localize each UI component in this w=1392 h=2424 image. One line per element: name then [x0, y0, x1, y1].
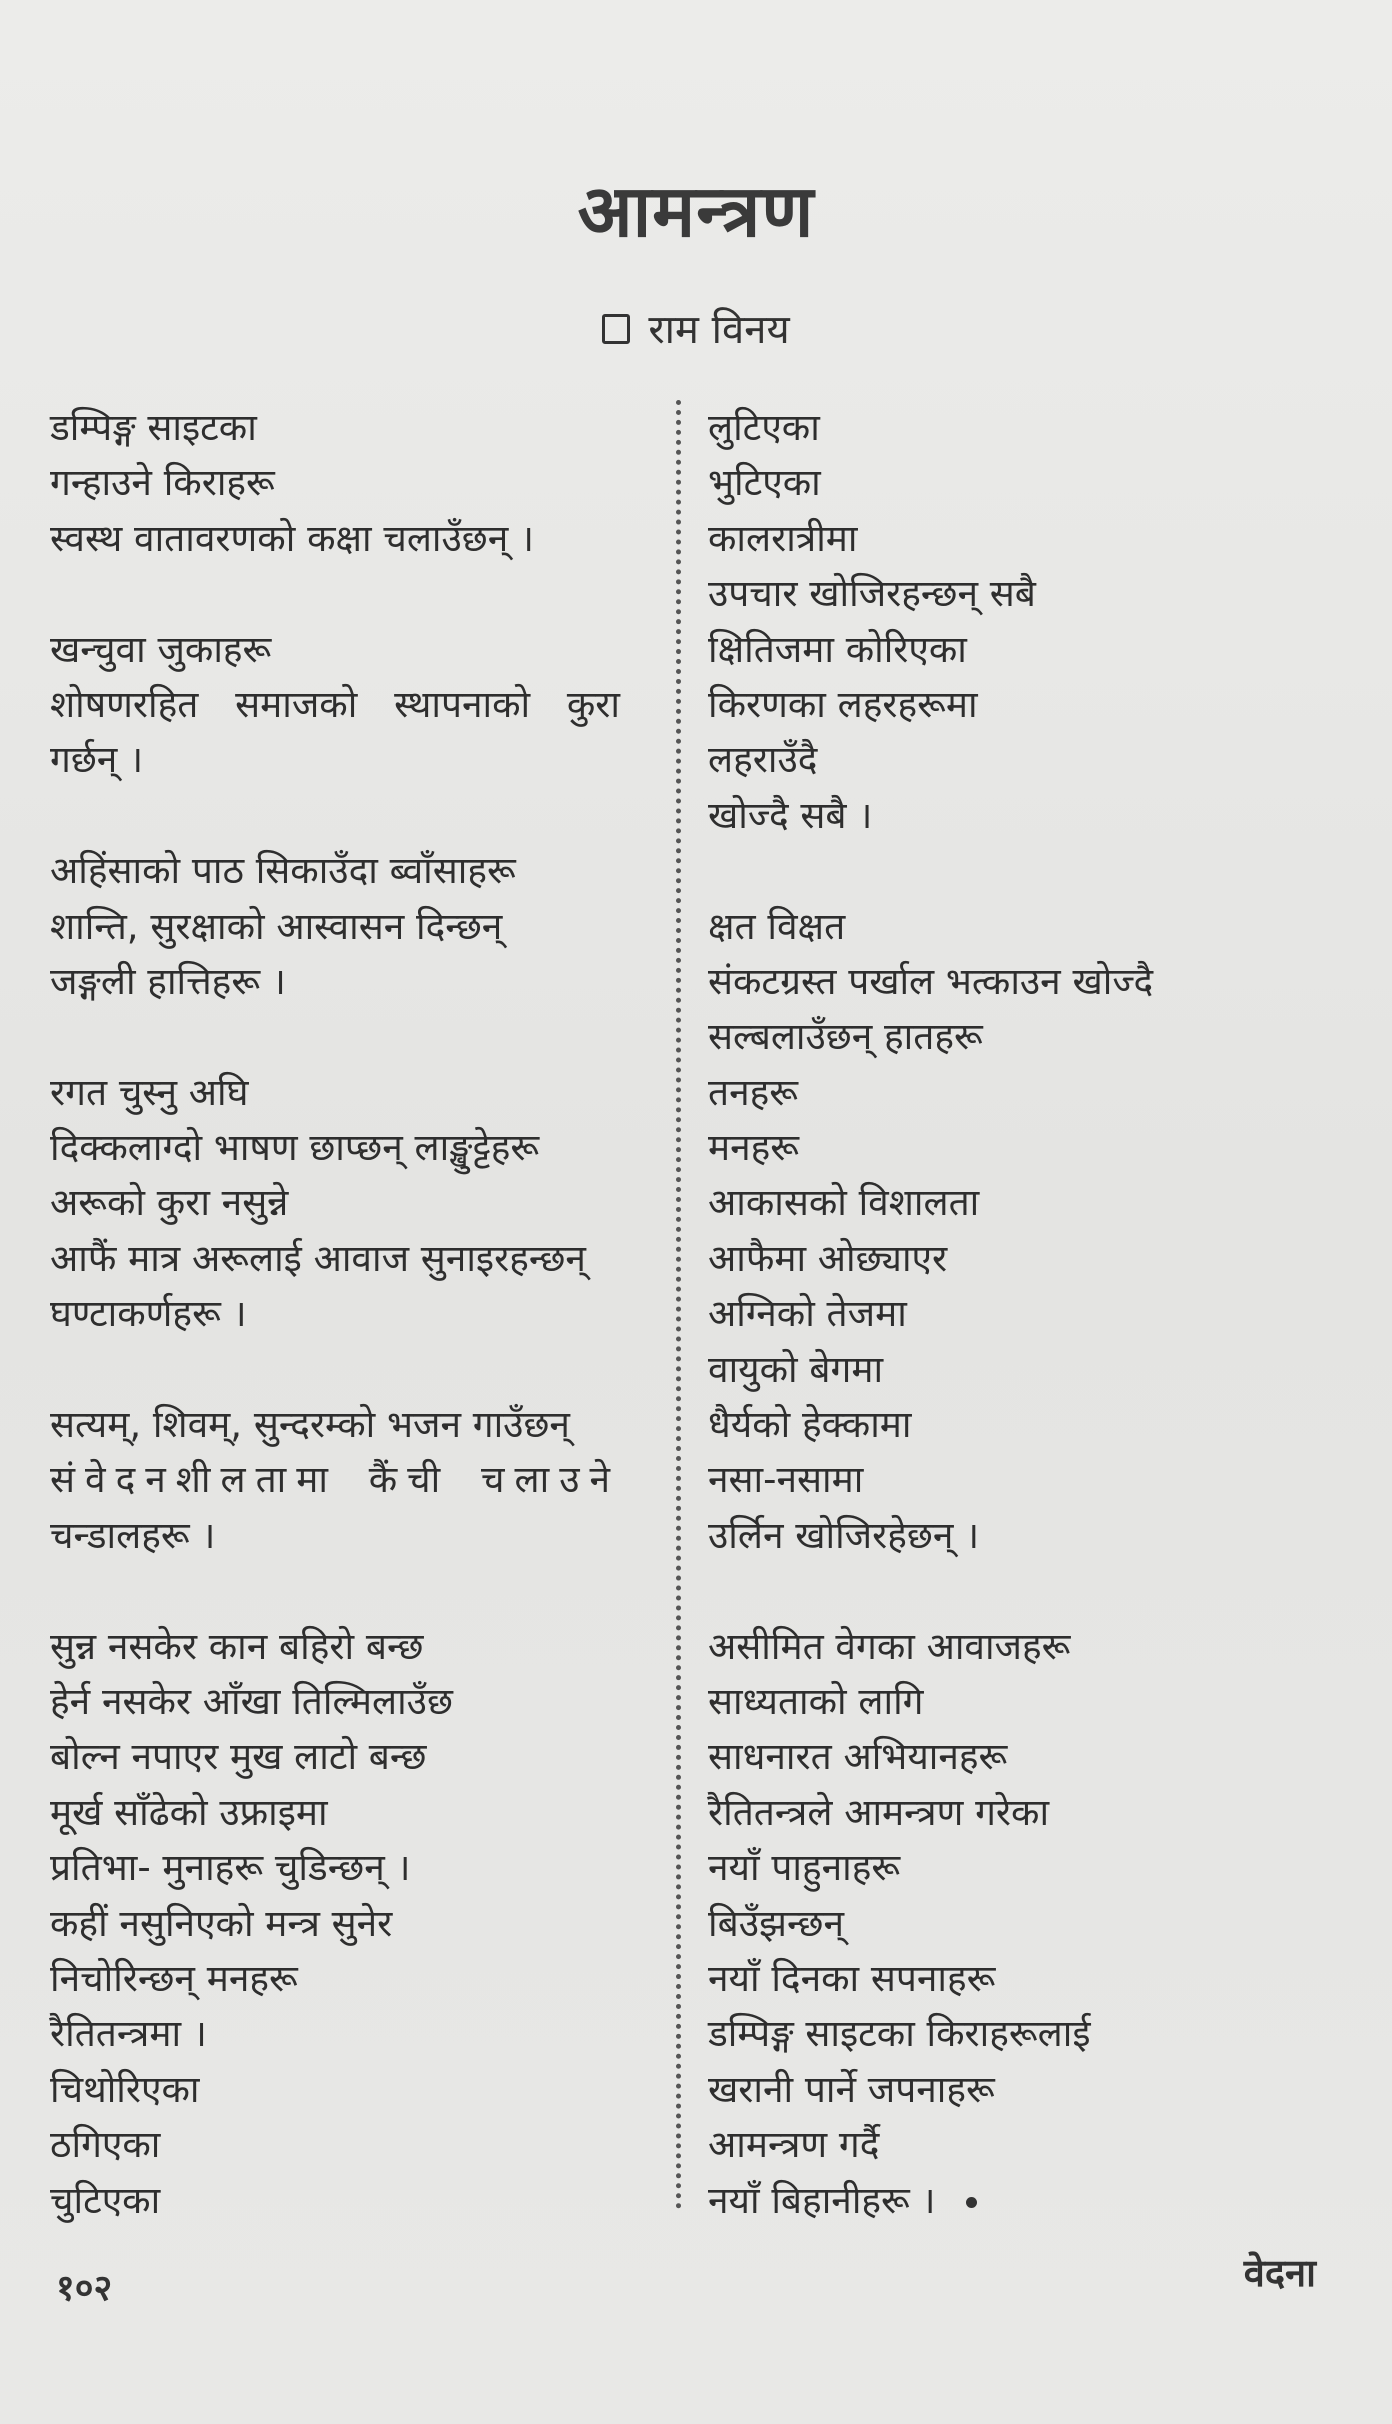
- poem-line: लहराउँदै: [708, 738, 818, 782]
- poem-line: रगत चुस्नु अघि: [50, 1070, 249, 1114]
- left-column: [50, 400, 650, 2228]
- square-bullet-icon: [602, 314, 630, 344]
- poem-line: उर्लिन खोजिरहेछन् ।: [708, 1513, 980, 1557]
- poem-line: खन्चुवा जुकाहरू: [50, 627, 272, 671]
- poem-line: दिक्कलाग्दो भाषण छाप्छन् लाङ्खुट्टेहरू: [50, 1126, 540, 1170]
- poem-line: स्वस्थ वातावरणको कक्षा चलाउँछन् ।: [50, 516, 535, 560]
- poem-line: डम्पिङ्ग साइटका किराहरूलाई: [708, 2012, 1091, 2056]
- poem-line: गर्छन् ।: [50, 738, 144, 782]
- poem-line: उपचार खोजिरहन्छन् सबै: [708, 572, 1036, 616]
- poem-line: मनहरू: [708, 1126, 800, 1170]
- poem-line: क्षितिजमा कोरिएका: [708, 627, 967, 671]
- poem-line: सल्बलाउँछन् हातहरू: [708, 1015, 983, 1059]
- poem-line: किरणका लहरहरूमा: [708, 682, 978, 726]
- poem-title: आमन्त्रण: [577, 169, 815, 253]
- poem-line-text: नयाँ बिहानीहरू ।: [708, 2178, 936, 2222]
- poem-line: आकासको विशालता: [708, 1181, 980, 1225]
- right-column: [708, 400, 1368, 2228]
- poem-line: गन्हाउने किराहरू: [50, 461, 275, 505]
- poem-line: लुटिएका: [708, 406, 820, 449]
- poem-line: वायुको बेगमा: [708, 1347, 884, 1391]
- poem-line: प्रतिभा- मुनाहरू चुडिन्छन् ।: [50, 1846, 411, 1890]
- poem-line: संकटग्रस्त पर्खाल भत्काउन खोज्दै: [708, 959, 1154, 1003]
- poem-line: साधनारत अभियानहरू: [708, 1735, 1008, 1779]
- stanza-gap: [50, 1009, 650, 1064]
- poem-line: आफैमा ओछ्याएर: [708, 1236, 948, 1280]
- poem-line: ठगिएका: [50, 2123, 161, 2167]
- poem-line: नयाँ पाहुनाहरू: [708, 1846, 901, 1890]
- poem-line: मूर्ख साँढेको उफ्राइमा: [50, 1790, 328, 1834]
- poem-line: रैतितन्त्रमा ।: [50, 2012, 207, 2056]
- poem-line: रैतितन्त्रले आमन्त्रण गरेका: [708, 1790, 1050, 1834]
- poem-author: [0, 300, 1392, 355]
- poem-line: घण्टाकर्णहरू ।: [50, 1292, 247, 1336]
- stanza-gap: [50, 566, 650, 621]
- poem-line: भुटिएका: [708, 461, 821, 505]
- column-divider: [676, 400, 681, 2210]
- poem-line: हेर्न नसकेर आँखा तिल्मिलाउँछ: [50, 1679, 453, 1723]
- end-dot-icon: [966, 2197, 977, 2208]
- poem-line: बोल्न नपाएर मुख लाटो बन्छ: [50, 1735, 427, 1779]
- poem-line: अरूको कुरा नसुन्ने: [50, 1181, 289, 1225]
- poem-line: असीमित वेगका आवाजहरू: [708, 1624, 1071, 1668]
- poem-line: क्षत विक्षत: [708, 904, 846, 948]
- poem-line: जङ्गली हात्तिहरू ।: [50, 959, 286, 1003]
- poem-line: खरानी पार्ने जपनाहरू: [708, 2067, 995, 2111]
- book-title: वेदना: [1243, 2251, 1316, 2295]
- poem-line: साध्यताको लागि: [708, 1679, 924, 1723]
- poem-line: नसा-नसामा: [708, 1458, 864, 1502]
- poem-line: संवेदनशीलतामा कैंची चलाउने: [50, 1458, 620, 1502]
- poem-line: शान्ति, सुरक्षाको आस्वासन दिन्छन्: [50, 904, 503, 948]
- poem-line: धैर्यको हेक्कामा: [708, 1403, 912, 1447]
- poem-line: खोज्दै सबै ।: [708, 793, 873, 837]
- poem-line: चुटिएका: [50, 2178, 161, 2222]
- poem-line: चिथोरिएका: [50, 2067, 200, 2111]
- poem-line: आमन्त्रण गर्दै: [708, 2123, 880, 2167]
- poem-line: बिउँझन्छन्: [708, 1901, 845, 1945]
- poem-line: अग्निको तेजमा: [708, 1292, 907, 1336]
- poem-line: शोषणरहित समाजको स्थापनाको कुरा: [50, 682, 620, 726]
- poem-line: अहिंसाको पाठ सिकाउँदा ब्वाँसाहरू: [50, 849, 516, 893]
- poem-line: तनहरू: [708, 1070, 799, 1114]
- stanza-gap: [50, 788, 650, 843]
- poem-line: कहीं नसुनिएको मन्त्र सुनेर: [50, 1901, 393, 1945]
- page-number: १०२: [56, 2268, 113, 2309]
- poem-line: नयाँ दिनका सपनाहरू: [708, 1956, 996, 2000]
- poem-line: निचोरिन्छन् मनहरू: [50, 1956, 298, 2000]
- stanza-gap: [50, 1563, 650, 1618]
- poem-line: आफैं मात्र अरूलाई आवाज सुनाइरहन्छन्: [50, 1236, 586, 1280]
- stanza-gap: [50, 1342, 650, 1397]
- poem-line: चन्डालहरू ।: [50, 1513, 216, 1557]
- poem-line: सुन्न नसकेर कान बहिरो बन्छ: [50, 1624, 424, 1668]
- author-name: राम विनय: [648, 307, 790, 353]
- poem-line: डम्पिङ्ग साइटका: [50, 406, 257, 449]
- poem-line: सत्यम्, शिवम्, सुन्दरम्को भजन गाउँछन्: [50, 1403, 570, 1447]
- stanza-gap: [708, 843, 1368, 898]
- poem-line: कालरात्रीमा: [708, 516, 858, 560]
- poem-last-line: [708, 2173, 1368, 2228]
- stanza-gap: [708, 1563, 1368, 1618]
